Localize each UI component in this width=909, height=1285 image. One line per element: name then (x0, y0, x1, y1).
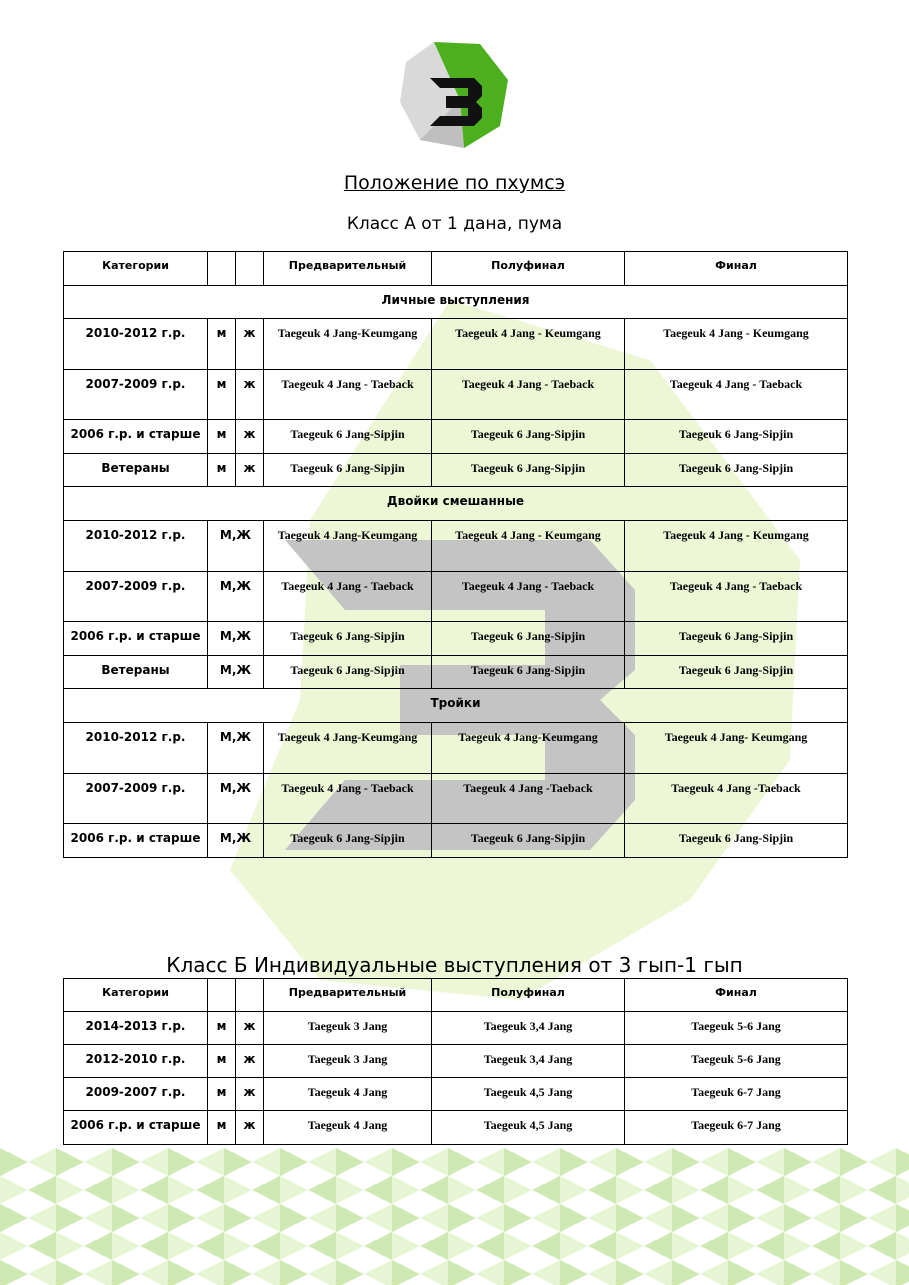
table-row (64, 454, 848, 487)
category-cell: 2006 г.р. и старше (64, 622, 208, 656)
semifinal-cell: Taegeuk 6 Jang-Sipjin (432, 824, 625, 858)
preliminary-cell: Taegeuk 4 Jang (264, 1078, 432, 1111)
preliminary-cell: Taegeuk 4 Jang-Keumgang (264, 521, 432, 572)
table-row (64, 521, 848, 572)
preliminary-cell: Taegeuk 4 Jang (264, 1111, 432, 1145)
section-row (64, 689, 848, 723)
section-title: Личные выступления (64, 286, 848, 319)
semifinal-cell: Taegeuk 3,4 Jang (432, 1045, 625, 1078)
female-cell: ж (236, 1078, 264, 1111)
table-row (64, 1012, 848, 1045)
semifinal-cell: Taegeuk 4,5 Jang (432, 1111, 625, 1145)
section-row (64, 487, 848, 521)
preliminary-cell: Taegeuk 6 Jang-Sipjin (264, 454, 432, 487)
preliminary-cell: Taegeuk 3 Jang (264, 1012, 432, 1045)
table-row (64, 622, 848, 656)
category-cell: 2007-2009 г.р. (64, 370, 208, 420)
header-preliminary: Предварительный (264, 252, 432, 286)
table-row (64, 774, 848, 824)
semifinal-cell: Taegeuk 4,5 Jang (432, 1078, 625, 1111)
header-blank (236, 252, 264, 286)
final-cell: Taegeuk 6-7 Jang (625, 1111, 848, 1145)
sex-cell: М,Ж (208, 824, 264, 858)
category-cell: Ветераны (64, 454, 208, 487)
semifinal-cell: Taegeuk 4 Jang-Keumgang (432, 723, 625, 774)
female-cell: ж (236, 1045, 264, 1078)
sex-cell: М,Ж (208, 622, 264, 656)
category-cell: 2010-2012 г.р. (64, 319, 208, 370)
header-categories: Категории (64, 979, 208, 1012)
preliminary-cell: Taegeuk 3 Jang (264, 1045, 432, 1078)
semifinal-cell: Taegeuk 3,4 Jang (432, 1012, 625, 1045)
header-final: Финал (625, 252, 848, 286)
category-cell: 2012-2010 г.р. (64, 1045, 208, 1078)
female-cell: ж (236, 454, 264, 487)
preliminary-cell: Taegeuk 4 Jang - Taeback (264, 370, 432, 420)
final-cell: Taegeuk 6 Jang-Sipjin (625, 420, 848, 454)
semifinal-cell: Taegeuk 4 Jang - Keumgang (432, 319, 625, 370)
final-cell: Taegeuk 6-7 Jang (625, 1078, 848, 1111)
male-cell: м (208, 1012, 236, 1045)
document-title: Положение по пхумсэ (343, 172, 566, 194)
category-cell: 2010-2012 г.р. (64, 521, 208, 572)
final-cell: Taegeuk 5-6 Jang (625, 1045, 848, 1078)
preliminary-cell: Taegeuk 6 Jang-Sipjin (264, 656, 432, 689)
class-a-title: Класс А от 1 дана, пума (346, 214, 563, 234)
male-cell: м (208, 420, 236, 454)
final-cell: Taegeuk 6 Jang-Sipjin (625, 824, 848, 858)
male-cell: м (208, 1045, 236, 1078)
class-a-table (63, 251, 848, 858)
female-cell: ж (236, 1012, 264, 1045)
final-cell: Taegeuk 4 Jang - Taeback (625, 572, 848, 622)
final-cell: Taegeuk 6 Jang-Sipjin (625, 656, 848, 689)
final-cell: Taegeuk 6 Jang-Sipjin (625, 454, 848, 487)
header-preliminary: Предварительный (264, 979, 432, 1012)
bottom-pattern (0, 1148, 909, 1285)
table-row (64, 656, 848, 689)
header-blank (236, 979, 264, 1012)
header-blank (208, 252, 236, 286)
preliminary-cell: Taegeuk 4 Jang-Keumgang (264, 319, 432, 370)
table-row (64, 420, 848, 454)
semifinal-cell: Taegeuk 6 Jang-Sipjin (432, 656, 625, 689)
semifinal-cell: Taegeuk 4 Jang - Taeback (432, 572, 625, 622)
table-row (64, 1111, 848, 1145)
final-cell: Taegeuk 4 Jang- Keumgang (625, 723, 848, 774)
male-cell: м (208, 1111, 236, 1145)
female-cell: ж (236, 420, 264, 454)
category-cell: 2006 г.р. и старше (64, 420, 208, 454)
preliminary-cell: Taegeuk 6 Jang-Sipjin (264, 420, 432, 454)
header-blank (208, 979, 236, 1012)
category-cell: 2010-2012 г.р. (64, 723, 208, 774)
federation-logo-icon (400, 40, 510, 150)
final-cell: Taegeuk 4 Jang - Taeback (625, 370, 848, 420)
male-cell: м (208, 1078, 236, 1111)
semifinal-cell: Taegeuk 6 Jang-Sipjin (432, 420, 625, 454)
semifinal-cell: Taegeuk 6 Jang-Sipjin (432, 622, 625, 656)
final-cell: Taegeuk 6 Jang-Sipjin (625, 622, 848, 656)
final-cell: Taegeuk 4 Jang - Keumgang (625, 521, 848, 572)
preliminary-cell: Taegeuk 6 Jang-Sipjin (264, 622, 432, 656)
semifinal-cell: Taegeuk 4 Jang - Taeback (432, 370, 625, 420)
table-row (64, 319, 848, 370)
semifinal-cell: Taegeuk 4 Jang -Taeback (432, 774, 625, 824)
semifinal-cell: Taegeuk 4 Jang - Keumgang (432, 521, 625, 572)
header-semifinal: Полуфинал (432, 252, 625, 286)
header-semifinal: Полуфинал (432, 979, 625, 1012)
sex-cell: М,Ж (208, 521, 264, 572)
category-cell: 2009-2007 г.р. (64, 1078, 208, 1111)
final-cell: Taegeuk 5-6 Jang (625, 1012, 848, 1045)
female-cell: ж (236, 370, 264, 420)
category-cell: 2007-2009 г.р. (64, 572, 208, 622)
section-row (64, 286, 848, 319)
table-row (64, 370, 848, 420)
sex-cell: М,Ж (208, 723, 264, 774)
category-cell: 2014-2013 г.р. (64, 1012, 208, 1045)
table-header-row (64, 979, 848, 1012)
sex-cell: М,Ж (208, 656, 264, 689)
category-cell: 2007-2009 г.р. (64, 774, 208, 824)
sex-cell: М,Ж (208, 774, 264, 824)
class-b-title: Класс Б Индивидуальные выступления от 3 гып-1 гып (166, 953, 743, 977)
category-cell: Ветераны (64, 656, 208, 689)
table-header-row (64, 252, 848, 286)
male-cell: м (208, 370, 236, 420)
table-row (64, 1078, 848, 1111)
table-row (64, 572, 848, 622)
semifinal-cell: Taegeuk 6 Jang-Sipjin (432, 454, 625, 487)
male-cell: м (208, 319, 236, 370)
table-row (64, 824, 848, 858)
female-cell: ж (236, 319, 264, 370)
final-cell: Taegeuk 4 Jang - Keumgang (625, 319, 848, 370)
male-cell: м (208, 454, 236, 487)
final-cell: Taegeuk 4 Jang -Taeback (625, 774, 848, 824)
section-title: Тройки (64, 689, 848, 723)
category-cell: 2006 г.р. и старше (64, 824, 208, 858)
header-final: Финал (625, 979, 848, 1012)
category-cell: 2006 г.р. и старше (64, 1111, 208, 1145)
table-row (64, 723, 848, 774)
preliminary-cell: Taegeuk 4 Jang-Keumgang (264, 723, 432, 774)
section-title: Двойки смешанные (64, 487, 848, 521)
sex-cell: М,Ж (208, 572, 264, 622)
female-cell: ж (236, 1111, 264, 1145)
preliminary-cell: Taegeuk 4 Jang - Taeback (264, 774, 432, 824)
preliminary-cell: Taegeuk 4 Jang - Taeback (264, 572, 432, 622)
header-categories: Категории (64, 252, 208, 286)
preliminary-cell: Taegeuk 6 Jang-Sipjin (264, 824, 432, 858)
class-b-table (63, 978, 848, 1145)
table-row (64, 1045, 848, 1078)
